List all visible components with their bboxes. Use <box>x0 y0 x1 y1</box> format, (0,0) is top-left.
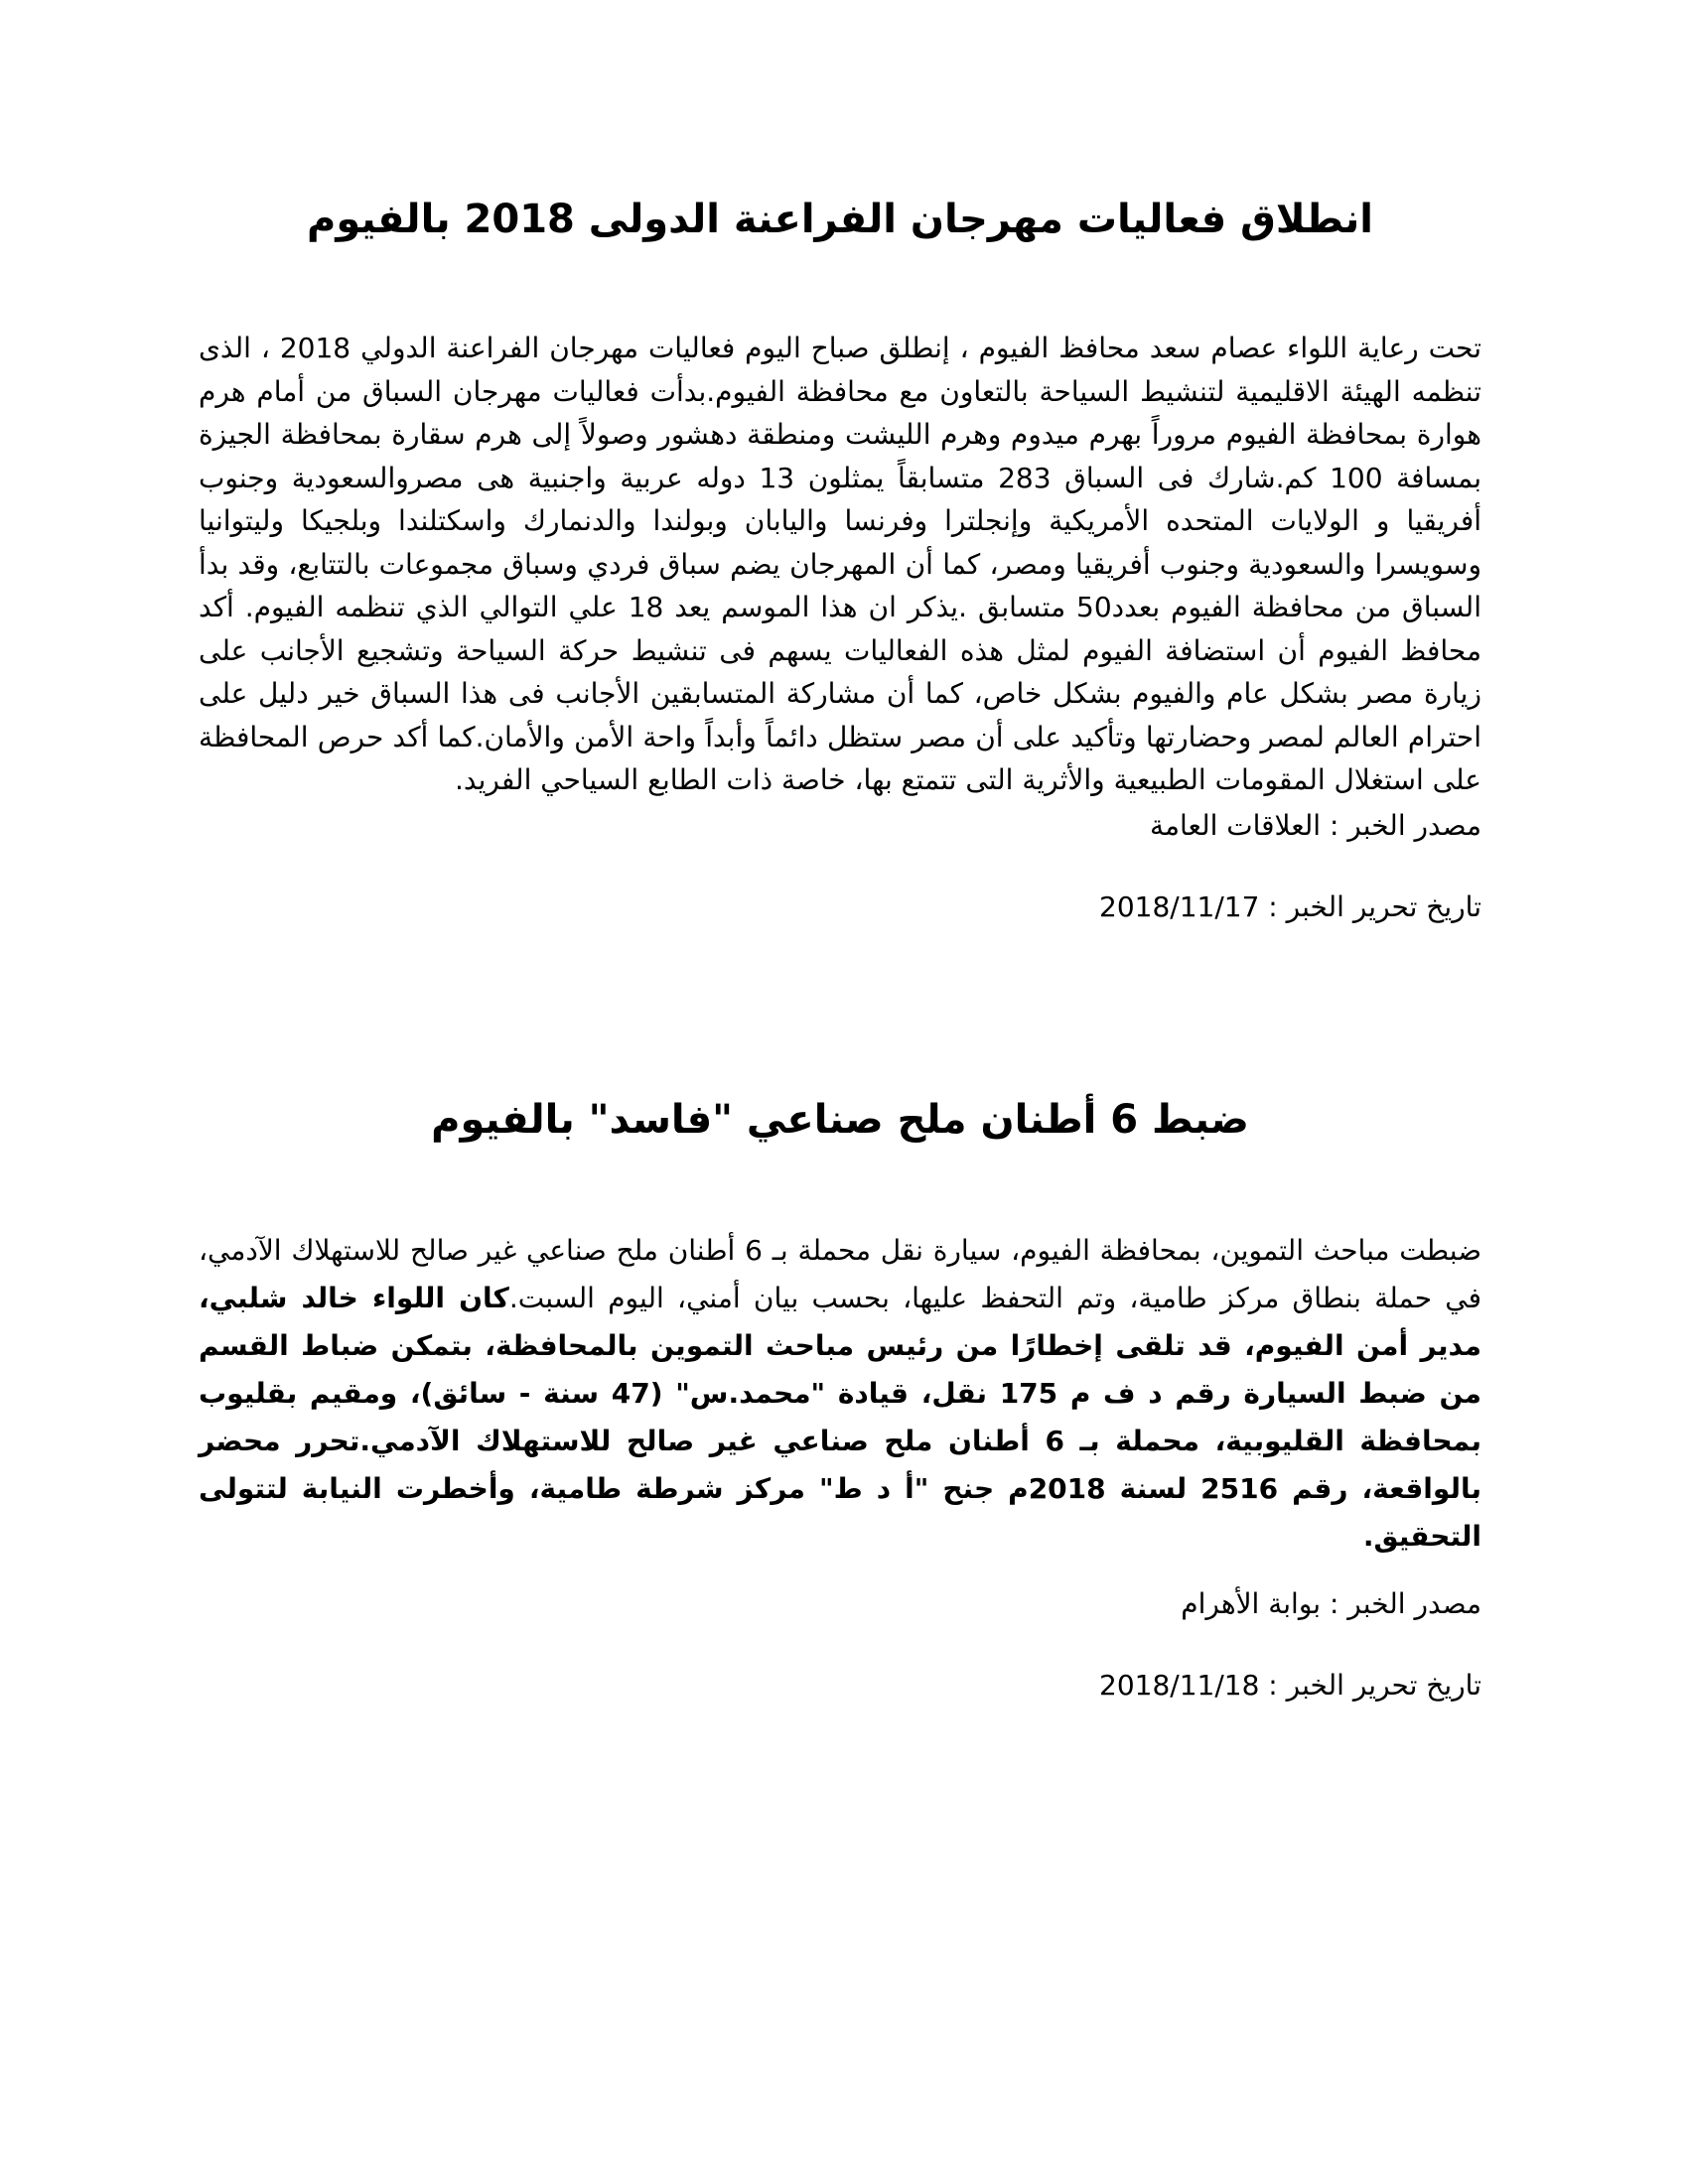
article-2-body-normal: ضبطت مباحث التموين، بمحافظة الفيوم، سيارة نقل محملة بـ 6 أطنان ملح صناعي غير صالح للاستهلاك الآدمي، في حملة بنطاق مركز طامية، وتم التحفظ عليها، بحسب بيان أمني، اليوم السبت. <box>199 1234 1481 1314</box>
news-article-1 <box>199 192 1481 927</box>
article-1-body: تحت رعاية اللواء عصام سعد محافظ الفيوم ، إنطلق صباح اليوم فعاليات مهرجان الفراعنة الدولي 2018 ، الذى تنظمه الهيئة الاقليمية لتنشيط السياحة بالتعاون مع محافظة الفيوم.بدأت فعاليات مهرجان السباق من أمام هرم هوارة بمحافظة الفيوم مروراً بهرم ميدوم وهرم الليشت ومنطقة دهشور وصولاً إلى هرم سقارة بمحافظة الجيزة بمسافة 100 كم.شارك فى السباق 283 متسابقاً يمثلون 13 دوله عربية واجنبية هى مصروالسعودية وجنوب أفريقيا و الولايات المتحده الأمريكية وإنجلترا وفرنسا واليابان وبولندا والدنمارك واسكتلندا وبلجيكا وليتوانيا وسويسرا والسعودية وجنوب أفريقيا ومصر، كما أن المهرجان يضم سباق فردي وسباق مجموعات بالتتابع، وقد بدأ السباق من محافظة الفيوم بعدد50 متسابق .يذكر ان هذا الموسم يعد 18 علي التوالي الذي تنظمه الفيوم. أكد محافظ الفيوم أن استضافة الفيوم لمثل هذه الفعاليات يسهم فى تنشيط حركة السياحة وتشجيع الأجانب على زيارة مصر بشكل عام والفيوم بشكل خاص، كما أن مشاركة المتسابقين الأجانب فى هذا السباق خير دليل على احترام العالم لمصر وحضارتها وتأكيد على أن مصر ستظل دائماً وأبداً واحة الأمن والأمان.كما أكد حرص المحافظة على استغلال المقومات الطبيعية والأثرية التى تتمتع بها، خاصة ذات الطابع السياحي الفريد. <box>199 332 1481 796</box>
article-2-body-bold: كان اللواء خالد شلبي، مدير أمن الفيوم، قد تلقى إخطارًا من رئيس مباحث التموين بالمحافظة، بتمكن ضباط القسم من ضبط السيارة رقم د ف م 175 نقل، قيادة "محمد.س" (47 سنة - سائق)، ومقيم بقليوب بمحافظة القليوبية، محملة بـ 6 أطنان ملح صناعي غير صالح للاستهلاك الآدمي.تحرر محضر بالواقعة، رقم 2516 لسنة 2018م جنح "أ د ط" مركز شرطة طامية، وأخطرت النيابة لتتولى التحقيق. <box>199 1282 1482 1553</box>
article-1-source: مصدر الخبر : العلاقات العامة <box>1150 808 1481 842</box>
article-2-date: تاريخ تحرير الخبر : 2018/11/18 <box>1099 1669 1481 1702</box>
article-2-source: مصدر الخبر : بوابة الأهرام <box>1181 1587 1481 1620</box>
article-1-title: انطلاق فعاليات مهرجان الفراعنة الدولى 2018 بالفيوم <box>307 197 1373 242</box>
article-1-date: تاريخ تحرير الخبر : 2018/11/17 <box>1099 889 1481 923</box>
news-article-2 <box>199 1092 1481 1706</box>
article-2-title: ضبط 6 أطنان ملح صناعي "فاسد" بالفيوم <box>431 1097 1249 1143</box>
article-2-body <box>199 1227 1481 1561</box>
